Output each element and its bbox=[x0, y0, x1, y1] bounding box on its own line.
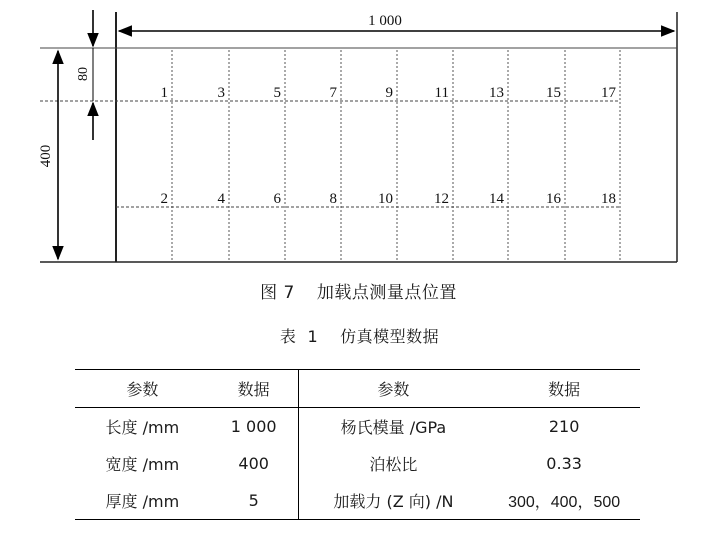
cell-value: 0.33 bbox=[546, 454, 582, 473]
measurement-point-label: 5 bbox=[273, 85, 281, 101]
offset-dimension-label: 80 bbox=[76, 67, 91, 81]
cell-value: 5 bbox=[248, 491, 259, 510]
header-param-1: 参数 bbox=[126, 380, 159, 399]
vertical-grid-lines bbox=[172, 50, 620, 262]
header-data-1: 数据 bbox=[237, 380, 270, 399]
measurement-point-label: 4 bbox=[217, 191, 225, 207]
figure-caption-text: 加载点测量点位置 bbox=[316, 283, 457, 303]
measurement-point-label: 17 bbox=[601, 85, 616, 101]
table-row bbox=[75, 445, 640, 482]
cell-value: 210 bbox=[548, 417, 580, 436]
header-param-2: 参数 bbox=[298, 370, 488, 408]
table-header-row bbox=[75, 370, 640, 408]
cell-param: 泊松比 bbox=[298, 445, 488, 482]
measurement-point-label: 12 bbox=[434, 191, 449, 207]
figure-caption-label: 图 7 bbox=[260, 283, 295, 303]
cell-param: 加载力 (Z 向) /N bbox=[298, 482, 488, 520]
measurement-point-label: 3 bbox=[217, 85, 225, 101]
measurement-point-label: 14 bbox=[489, 191, 504, 207]
measurement-point-label: 7 bbox=[329, 85, 337, 101]
cell-value: 1 000 bbox=[230, 417, 277, 436]
height-dimension-label: 400 bbox=[38, 144, 54, 168]
measurement-point-label: 10 bbox=[378, 191, 393, 207]
measurement-point-label: 1 bbox=[160, 85, 168, 101]
figure-caption bbox=[0, 278, 711, 303]
table-row bbox=[75, 482, 640, 520]
cell-param: 宽度 /mm bbox=[105, 455, 180, 474]
table-caption-label: 表 1 bbox=[279, 327, 319, 346]
cell-param: 杨氏模量 /GPa bbox=[298, 408, 488, 446]
cell-param: 厚度 /mm bbox=[105, 492, 180, 511]
cell-value: 400 bbox=[238, 454, 269, 473]
cell-value: 300，400，500 bbox=[508, 494, 621, 511]
header-data-2: 数据 bbox=[548, 380, 581, 399]
measurement-point-label: 16 bbox=[546, 191, 561, 207]
width-dimension-label: 1 000 bbox=[368, 13, 402, 29]
measurement-point-label: 15 bbox=[546, 85, 561, 101]
measurement-point-label: 6 bbox=[273, 191, 281, 207]
table-row bbox=[75, 408, 640, 446]
measurement-point-label: 2 bbox=[160, 191, 168, 207]
simulation-parameters-table bbox=[75, 369, 640, 520]
measurement-point-label: 9 bbox=[385, 85, 393, 101]
measurement-point-label: 18 bbox=[601, 191, 616, 207]
table-caption bbox=[0, 324, 711, 347]
measurement-point-label: 13 bbox=[489, 85, 504, 101]
measurement-point-label: 8 bbox=[329, 191, 337, 207]
cell-param: 长度 /mm bbox=[105, 418, 180, 437]
table-caption-text: 仿真模型数据 bbox=[340, 327, 440, 346]
measurement-point-label: 11 bbox=[434, 85, 449, 101]
